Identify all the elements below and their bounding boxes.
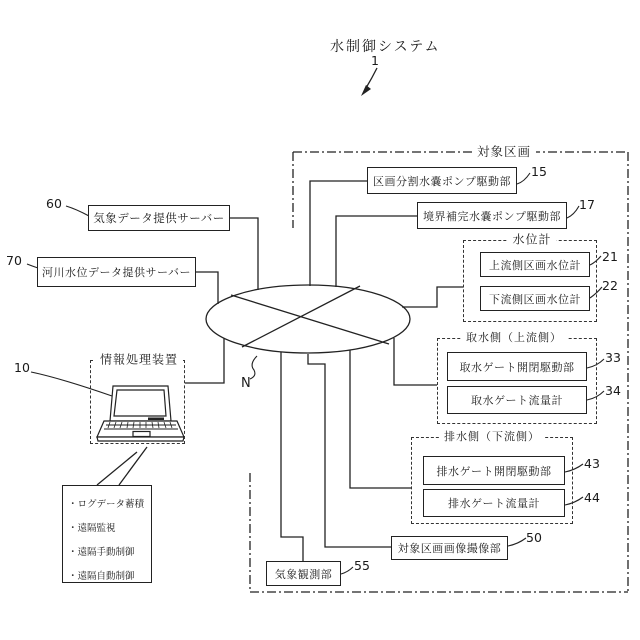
- ref-55: 55: [354, 558, 370, 573]
- callout-item: ・遠隔自動制御: [68, 571, 135, 582]
- box-drain-gate-drive-label: 排水ゲート開閉駆動部: [436, 464, 552, 478]
- callout-item: ・遠隔手動制御: [68, 547, 135, 558]
- box-intake-gate-drive-label: 取水ゲート開閉駆動部: [459, 360, 575, 374]
- ref-22: 22: [602, 278, 618, 293]
- callout-item: ・遠隔監視: [68, 523, 116, 534]
- network-label: N: [241, 376, 251, 391]
- box-boundary-pump-drive: [417, 202, 567, 229]
- box-drain-gate-drive: [423, 456, 565, 485]
- box-river-level-server: [37, 257, 196, 287]
- ref-10: 10: [14, 360, 30, 375]
- diagram-title: 水制御システム: [330, 39, 441, 55]
- label-drain-side: 排水側（下流側）: [439, 428, 545, 444]
- box-upstream-gauge: [480, 252, 590, 277]
- ref-43: 43: [584, 456, 600, 471]
- ref-15: 15: [531, 164, 547, 179]
- box-image-capture: [391, 536, 508, 560]
- ref-17: 17: [579, 197, 595, 212]
- ref-21: 21: [602, 249, 618, 264]
- label-info-processing-device: 情報処理装置: [95, 351, 183, 368]
- box-image-capture-label: 対象区画画像撮像部: [397, 542, 502, 555]
- box-weather-observation-label: 気象観測部: [274, 567, 333, 581]
- box-drain-gate-flowmeter-label: 排水ゲート流量計: [448, 497, 540, 510]
- box-intake-gate-drive: [447, 352, 587, 381]
- box-intake-gate-flowmeter-label: 取水ゲート流量計: [471, 394, 563, 407]
- callout-item: ・ログデータ蓄積: [68, 499, 145, 510]
- label-intake-side: 取水側（上流側）: [461, 329, 567, 345]
- box-partition-pump-drive-label: 区画分割水嚢ポンプ駆動部: [373, 174, 511, 188]
- box-river-level-server-label: 河川水位データ提供サーバー: [42, 266, 191, 279]
- ref-34: 34: [605, 383, 621, 398]
- box-weather-data-server-label: 気象データ提供サーバー: [93, 211, 225, 225]
- box-boundary-pump-drive-label: 境界補完水嚢ポンプ駆動部: [423, 209, 561, 223]
- label-target-area: 対象区画: [472, 142, 536, 160]
- ref-1: 1: [371, 53, 379, 68]
- title-arrow: [361, 68, 377, 96]
- ref-60: 60: [46, 196, 62, 211]
- box-downstream-gauge: [480, 286, 590, 311]
- box-weather-data-server: [88, 205, 230, 231]
- box-intake-gate-flowmeter: [447, 386, 587, 414]
- box-weather-observation: [266, 561, 341, 586]
- callout-leader-lines: [97, 447, 147, 485]
- label-water-level: 水位計: [507, 231, 556, 248]
- box-upstream-gauge-label: 上流側区画水位計: [489, 258, 581, 272]
- function-callout-box: [62, 485, 152, 583]
- ref-44: 44: [584, 490, 600, 505]
- network-ellipse-icon: [206, 285, 410, 353]
- ref-33: 33: [605, 350, 621, 365]
- box-partition-pump-drive: [367, 167, 517, 194]
- box-downstream-gauge-label: 下流側区画水位計: [489, 292, 581, 306]
- box-drain-gate-flowmeter: [423, 489, 565, 517]
- ref-50: 50: [526, 530, 542, 545]
- ref-70: 70: [6, 253, 22, 268]
- group-info-processing-device: [90, 360, 185, 444]
